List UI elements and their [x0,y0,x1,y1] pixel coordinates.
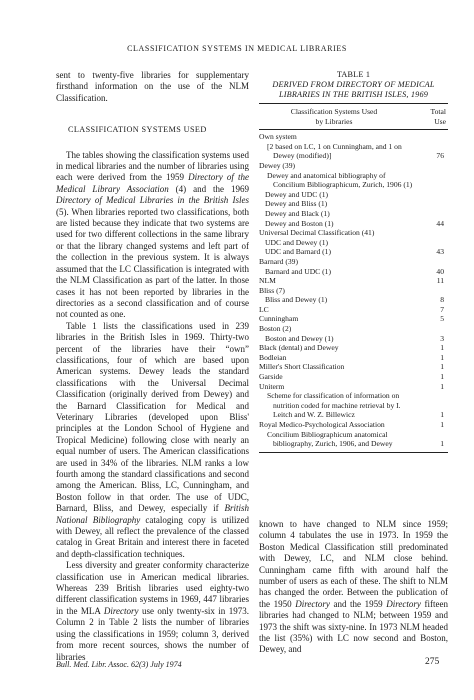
table-row: Dewey and UDC (1) [265,189,329,199]
table-row: Bliss and Dewey (1) 8 [265,295,444,305]
table-header-row [259,104,448,130]
table-row: Boston (2) [259,324,292,334]
left-column [56,70,249,663]
table-row: Cunningham 5 [259,314,444,324]
table-row: Uniterm 1 [259,381,444,391]
table-1 [259,70,448,453]
table-row: Scheme for classification of information on nutrition coded for machine retrieval by I. Leitch and W. Z. Billewicz 1 [267,391,444,420]
table-row: Bliss (7) [259,285,285,295]
table-row: Miller's Short Classification 1 [259,362,444,372]
running-head: CLASSIFICATION SYSTEMS IN MEDICAL LIBRARIES [127,44,347,53]
table-row: Concilium Bibliographicum anatomical bibliography, Zurich, 1906, and Dewey 1 [267,429,444,449]
paragraph-1: The tables showing the classification systems used in medical libraries and the number of libraries using each were derived from the 1959 Directory of the Medical Library Association (4) and the 1969 Directory of Medical Libraries in the British Isles (5). When libraries reported two classifications, both are listed because they indicate that two systems are used for two different collections in the same library or that the library changed systems and left part of the collection in the previous system. It is always assumed that the LC Classification is integrated with the NLM Classification as part of the latter. In those cases it has not been reported by libraries in the directories as a second classification and of course not counted as one. [56,149,249,320]
table-grid [259,103,448,453]
table-row: LC 7 [259,304,444,314]
table-row: Own system [259,132,297,142]
section-heading: CLASSIFICATION SYSTEMS USED [68,125,207,135]
table-row: Universal Decimal Classification (41) [259,228,375,238]
table-row: Garside 1 [259,372,444,382]
table-row: Dewey (39) [259,160,296,170]
right-column-text [259,519,448,656]
column-header-total: Total Use [430,107,446,126]
table-row: [2 based on LC, 1 on Cunningham, and 1 on Dewey (modified)] 76 [267,141,444,161]
table-row: Barnard (39) [259,256,299,266]
table-row: Dewey and Boston (1) 44 [265,218,444,228]
table-body [259,130,448,452]
table-caption-line-2: LIBRARIES IN THE BRITISH ISLES, 1969 [278,90,429,99]
table-row: NLM 11 [259,276,444,286]
table-row: Dewey and Bliss (1) [265,199,328,209]
table-number: TABLE 1 [336,70,371,79]
continuation-paragraph: known to have changed to NLM since 1959; column 4 tabulates the use in 1973. In 1959 the Boston Medical Classification still predominated with Dewey, LC, and NLM close behind. Cunningham came fifth with around half the number of users as each of these. The shift to NLM has changed the order. Between the publication of the 1950 Directory and the 1959 Directory fifteen libraries had changed to NLM; between 1959 and 1973 the shift was sixty-nine. In 1973 NLM headed the list (35%) with LC now second and Boston, Dewey, and [259,519,449,655]
table-row: UDC and Barnard (1) 43 [265,247,444,257]
table-row: Barnard and UDC (1) 40 [265,266,444,276]
page-number: 275 [425,657,440,667]
table-row: Black (dental) and Dewey 1 [259,343,444,353]
table-row: Bodleian 1 [259,352,444,362]
table-caption-line-1: DERIVED FROM DIRECTORY OF MEDICAL [272,80,435,89]
table-row: Royal Medico-Psychological Association 1 [259,420,444,429]
column-header-systems: Classification Systems Used by Libraries [290,107,378,126]
journal-citation: Bull. Med. Libr. Assoc. 62(3) July 1974 [56,660,182,669]
paragraph-3: Less diversity and greater conformity characterize classification use in American medical libraries. Whereas 239 British libraries used eighty-two different classification systems in 1969, 447 libraries in the MLA Directory use only twenty-six in 1973. Column 2 in Table 2 lists the number of libraries using the classifications in 1959; column 3, derived from more recent sources, shows the number of libraries [56,560,250,662]
table-row: Dewey and anatomical bibliography of Concilium Bibliographicum, Zurich, 1906 (1) [267,170,413,190]
table-caption [259,70,448,100]
table-row: UDC and Dewey (1) [265,237,329,247]
table-row: Boston and Dewey (1) 3 [265,333,444,343]
intro-paragraph: sent to twenty-five libraries for supplementary firsthand information on the use of the NLM Classification. [56,70,249,103]
table-row: Dewey and Black (1) [265,208,330,218]
paragraph-2: Table 1 lists the classifications used in 239 libraries in the British Isles in 1969. Thirty-two percent of the libraries have their “own” classifications, four of which are based upon American systems. Dewey leads the standard classifications with the Universal Decimal Classification (originally derived from Dewey) and the Barnard Classification for Medical and Veterinary Libraries (developed upon Bliss' principles at the London School of Hygiene and Tropical Medicine) following close with nearly an equal number of users. The American classifications are used in 34% of the libraries. NLM ranks a low fourth among the standard classifications and second among the American. Bliss, LC, Cunningham, and Boston follow in that order. The use of UDC, Barnard, Bliss, and Dewey, especially if British National Bibliography cataloging copy is utilized with Dewey, all reflect the prevalence of the classed catalog in Great Britain and interest there in faceted and depth-classification techniques. [56,320,249,559]
